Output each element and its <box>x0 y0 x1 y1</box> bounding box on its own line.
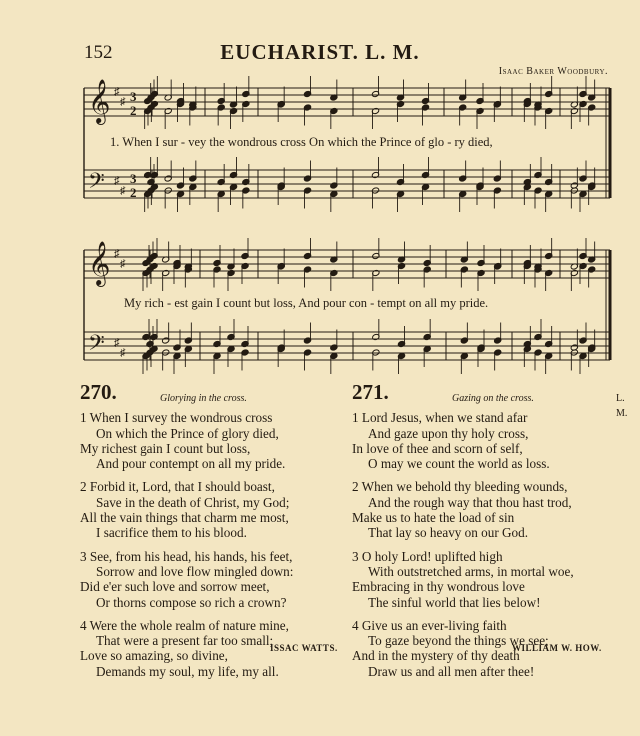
hymn-number: 270. <box>80 380 117 404</box>
verse-line: Love so amazing, so divine, <box>80 648 228 664</box>
verse-line: Save in the death of Christ, my God; <box>96 494 290 510</box>
verse-line: 2 Forbid it, Lord, that I should boast, <box>80 479 275 495</box>
composer-credit: Isaac Baker Woodbury. <box>498 66 608 77</box>
tune-title: EUCHARIST. L. M. <box>220 40 420 64</box>
verse-line: 4 Give us an ever-living faith <box>352 617 507 633</box>
treble-clef-icon: 𝄞 <box>88 241 111 285</box>
sharp-icon: ♯ <box>120 96 126 108</box>
time-signature-bottom: 2 <box>130 103 137 118</box>
hymn-subtitle: Gazing on the cross. <box>452 393 534 404</box>
stanza-2 <box>352 479 632 540</box>
stanza-3 <box>352 549 632 610</box>
verse-line: And pour contempt on all my pride. <box>96 456 286 472</box>
verse-line: All the vain things that charm me most, <box>80 510 289 526</box>
verse-line: That were a present far too small; <box>96 633 274 649</box>
verse-line: Make us to hate the load of sin <box>352 510 515 526</box>
verse-line: I sacrifice them to his blood. <box>96 525 247 541</box>
verse-line: Draw us and all men after thee! <box>368 663 535 679</box>
verse-line: 1 Lord Jesus, when we stand afar <box>352 410 528 426</box>
hymn-subtitle: Glorying in the cross. <box>160 393 247 404</box>
verse-line: O may we count the world as loss. <box>368 456 550 472</box>
page-number: 152 <box>84 42 113 63</box>
bass-clef-icon: 𝄢 <box>88 169 105 199</box>
stanza-3 <box>80 549 360 610</box>
stanza-1 <box>80 410 360 471</box>
verse-line: And gaze upon thy holy cross, <box>368 425 529 441</box>
time-signature-top: 3 <box>130 89 137 104</box>
verse-line: Did e'er such love and sorrow meet, <box>80 579 270 595</box>
verse-line: 2 When we behold thy bleeding wounds, <box>352 479 568 495</box>
lyric-line-1: 1. When I sur - vey the wondrous cross On which the Prince of glo - ry died, <box>110 135 493 149</box>
verse-line: Or thorns compose so rich a crown? <box>96 594 287 610</box>
verse-line: That lay so heavy on our God. <box>368 525 529 541</box>
verse-line: And the rough way that thou hast trod, <box>368 494 572 510</box>
hymn-meter: L. M. <box>616 393 628 420</box>
author-credit: WILLIAM W. HOW. <box>512 643 602 653</box>
treble-clef-icon: 𝄞 <box>88 79 111 123</box>
verse-line: My richest gain I count but loss, <box>80 440 251 456</box>
verse-line: The sinful world that lies below! <box>368 594 541 610</box>
bass-clef-icon: 𝄢 <box>88 331 105 361</box>
time-signature-top: 3 <box>130 171 137 186</box>
verse-line: Demands my soul, my life, my all. <box>96 663 279 679</box>
hymn-271 <box>352 380 632 679</box>
sharp-icon: ♯ <box>120 347 126 359</box>
verse-line: Embracing in thy wondrous love <box>352 579 525 595</box>
stanza-2 <box>80 479 360 540</box>
verse-line: To gaze beyond the things we see; <box>368 633 549 649</box>
sharp-icon: ♯ <box>114 337 120 349</box>
hymn-number: 271. <box>352 380 389 404</box>
verse-line: With outstretched arms, in mortal woe, <box>368 563 574 579</box>
author-credit: ISSAC WATTS. <box>270 643 338 653</box>
hymn-270 <box>80 380 360 679</box>
verse-line: 3 See, from his head, his hands, his feet, <box>80 548 293 564</box>
sharp-icon: ♯ <box>120 258 126 270</box>
sharp-icon: ♯ <box>114 175 120 187</box>
stanza-1 <box>352 410 632 471</box>
verse-line: 3 O holy Lord! uplifted high <box>352 548 503 564</box>
verse-line: In love of thee and scorn of self, <box>352 440 523 456</box>
sharp-icon: ♯ <box>114 86 120 98</box>
verse-line: 1 When I survey the wondrous cross <box>80 410 273 426</box>
verse-line: And in the mystery of thy death <box>352 648 520 664</box>
sharp-icon: ♯ <box>120 185 126 197</box>
sharp-icon: ♯ <box>114 248 120 260</box>
time-signature-bottom: 2 <box>130 185 137 200</box>
verse-line: On which the Prince of glory died, <box>96 425 279 441</box>
verse-line: 4 Were the whole realm of nature mine, <box>80 617 289 633</box>
verse-line: Sorrow and love flow mingled down: <box>96 563 294 579</box>
lyric-line-2: My rich - est gain I count but loss, And pour con - tempt on all my pride. <box>124 296 489 310</box>
